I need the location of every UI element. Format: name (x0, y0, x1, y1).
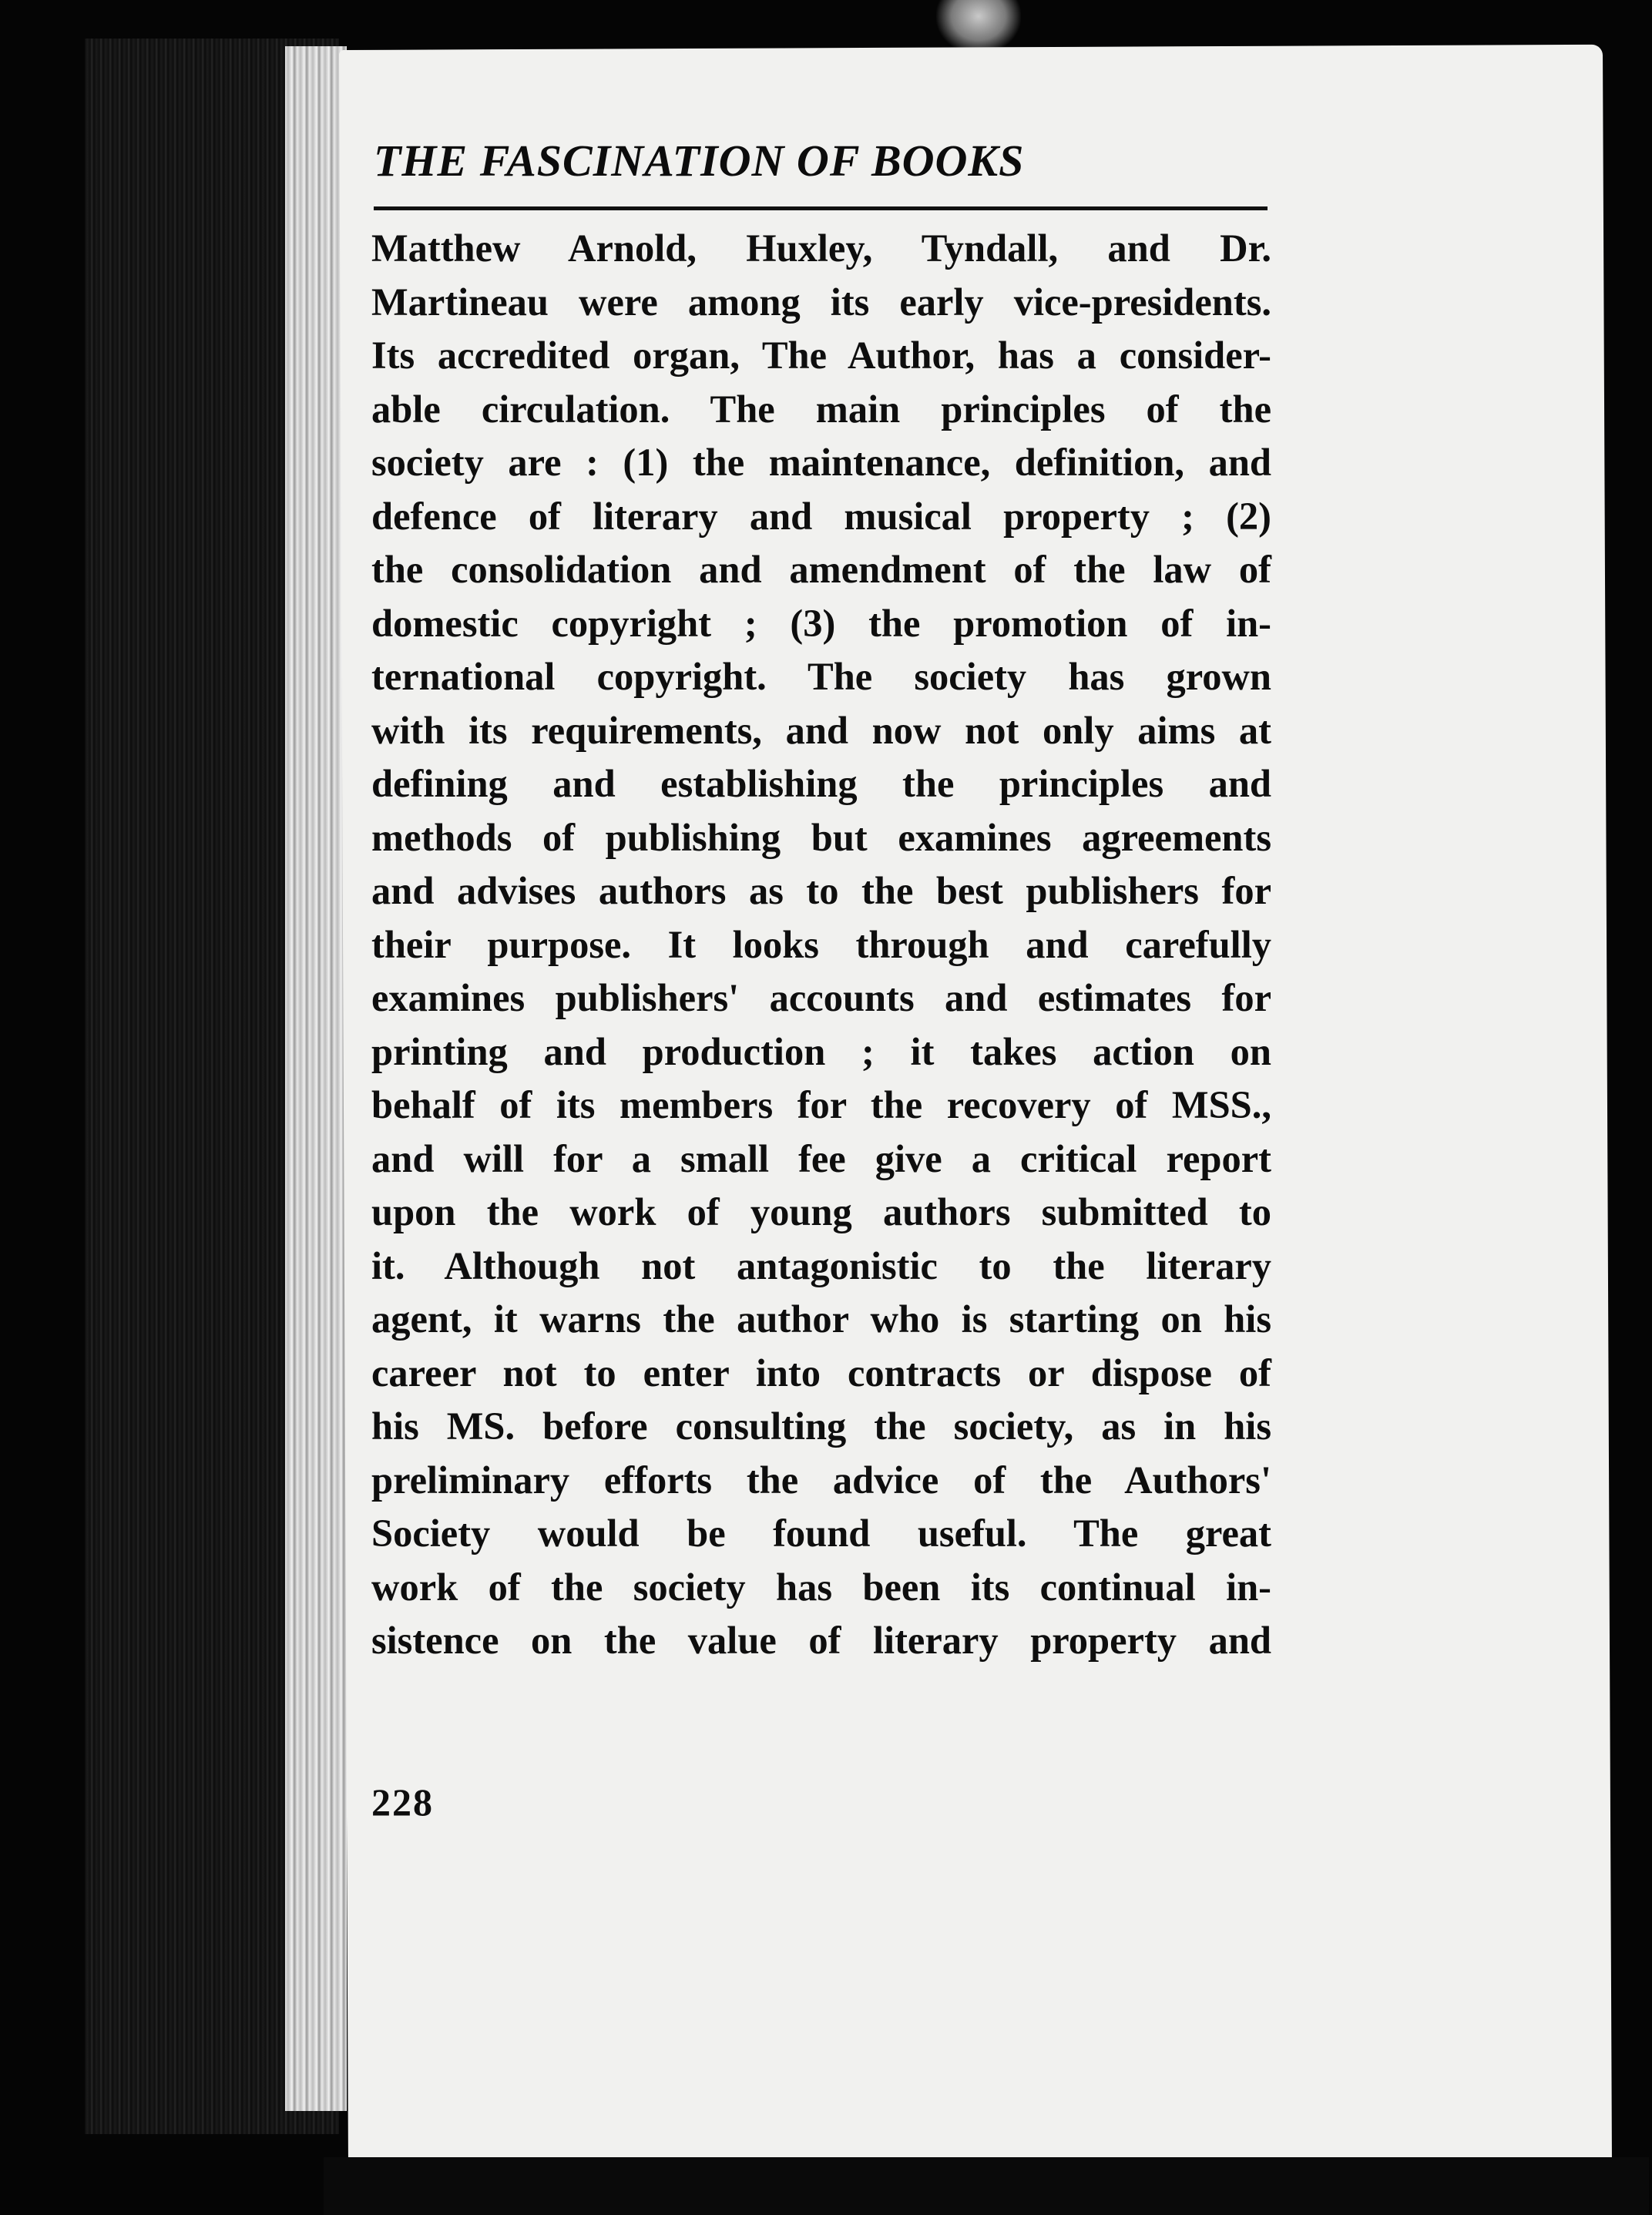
text-line: upon the work of young authors submitted to (371, 1190, 1271, 1233)
body-text (371, 222, 1271, 1668)
text-line: behalf of its members for the recovery of MSS., (371, 1083, 1271, 1126)
text-line: their purpose. It looks through and carefully (371, 922, 1271, 966)
running-head-rule (374, 206, 1268, 210)
text-line: the consolidation and amendment of the law of (371, 548, 1271, 591)
scan-artifact (936, 0, 1021, 54)
text-line: agent, it warns the author who is starting on his (371, 1297, 1271, 1341)
text-line: and will for a small fee give a critical report (371, 1136, 1271, 1180)
page-number: 228 (371, 1780, 434, 1824)
text-line: domestic copyright ; (3) the promotion of in- (371, 601, 1271, 645)
text-line: Its accredited organ, The Author, has a consider- (371, 334, 1271, 377)
text-line: and advises authors as to the best publishers for (371, 869, 1271, 912)
scan-bottom-border (324, 2157, 1649, 2215)
text-line: examines publishers' accounts and estimates for (371, 976, 1271, 1019)
text-line: defining and establishing the principles and (371, 762, 1271, 805)
text-line: preliminary efforts the advice of the Authors' (371, 1458, 1271, 1502)
text-line: it. Although not antagonistic to the literary (371, 1243, 1271, 1287)
text-line: his MS. before consulting the society, as in his (371, 1405, 1271, 1448)
text-line: with its requirements, and now not only aims at (371, 708, 1271, 752)
text-line: sistence on the value of literary property and (371, 1619, 1271, 1662)
text-line: printing and production ; it takes action on (371, 1029, 1271, 1073)
text-line: Society would be found useful. The great (371, 1512, 1271, 1555)
text-line: ternational copyright. The society has grown (371, 655, 1271, 698)
page-edge-highlight (285, 46, 347, 2111)
text-line: society are : (1) the maintenance, definition, and (371, 441, 1271, 484)
text-line: work of the society has been its continual in- (371, 1565, 1271, 1609)
text-line: Martineau were among its early vice-presidents. (371, 280, 1271, 324)
text-line: methods of publishing but examines agreements (371, 815, 1271, 859)
text-line: Matthew Arnold, Huxley, Tyndall, and Dr. (371, 227, 1271, 270)
text-line: able circulation. The main principles of the (371, 387, 1271, 431)
text-line: career not to enter into contracts or dispose of (371, 1351, 1271, 1394)
text-line: defence of literary and musical property ; (2) (371, 494, 1271, 538)
running-head: THE FASCINATION OF BOOKS (374, 136, 1025, 186)
